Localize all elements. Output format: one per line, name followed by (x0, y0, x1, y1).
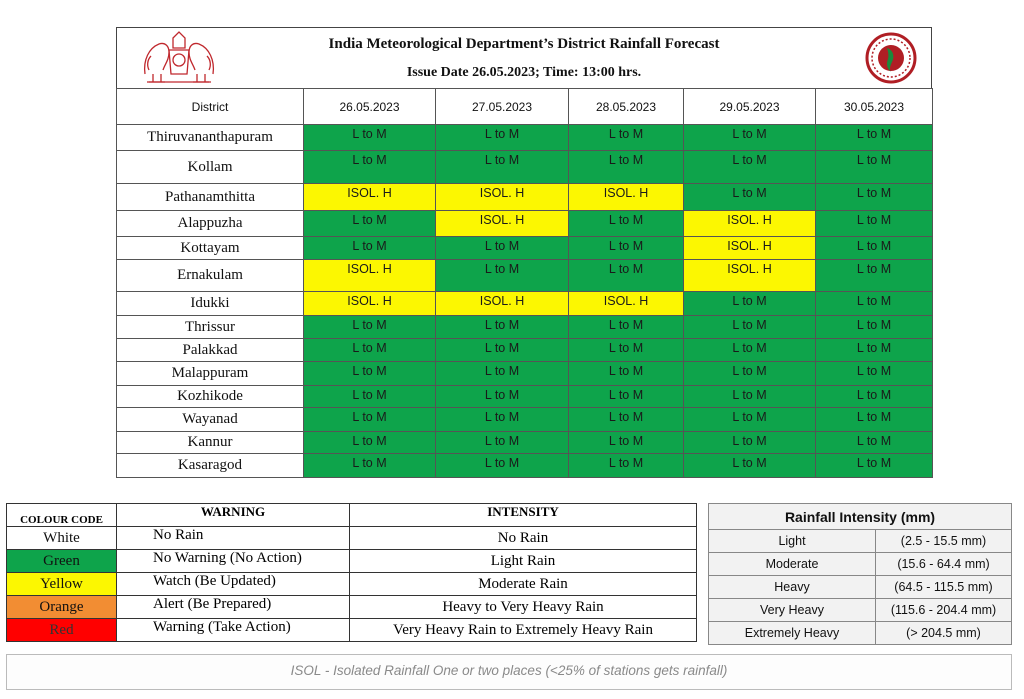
warning-level: Warning (Take Action) (117, 619, 350, 642)
district-name: Kozhikode (117, 386, 304, 408)
forecast-cell: L to M (816, 339, 933, 362)
table-row (117, 408, 933, 432)
table-row (117, 237, 933, 260)
forecast-cell: ISOL. H (304, 184, 436, 211)
forecast-cell: ISOL. H (436, 292, 569, 316)
forecast-cell: L to M (436, 339, 569, 362)
forecast-cell: L to M (569, 432, 684, 454)
district-name: Idukki (117, 292, 304, 316)
table-row (117, 184, 933, 211)
forecast-cell: L to M (816, 316, 933, 339)
table-row (117, 260, 933, 292)
table-row (117, 386, 933, 408)
forecast-cell: ISOL. H (569, 184, 684, 211)
district-name: Pathanamthitta (117, 184, 304, 211)
forecast-cell: L to M (569, 260, 684, 292)
date-column-header: 29.05.2023 (684, 89, 816, 125)
forecast-cell: ISOL. H (436, 184, 569, 211)
forecast-cell: L to M (436, 386, 569, 408)
warning-level: No Rain (117, 527, 350, 550)
forecast-cell: L to M (816, 125, 933, 151)
table-row (117, 211, 933, 237)
forecast-cell: L to M (436, 125, 569, 151)
forecast-cell: L to M (304, 316, 436, 339)
district-name: Kollam (117, 151, 304, 184)
forecast-cell: ISOL. H (304, 260, 436, 292)
warning-level: Watch (Be Updated) (117, 573, 350, 596)
forecast-cell: L to M (684, 362, 816, 386)
forecast-cell: L to M (569, 386, 684, 408)
forecast-cell: L to M (816, 211, 933, 237)
date-column-header: 30.05.2023 (816, 89, 933, 125)
rainfall-intensity-table (708, 503, 1012, 645)
forecast-cell: L to M (684, 292, 816, 316)
forecast-cell: L to M (436, 432, 569, 454)
district-name: Kannur (117, 432, 304, 454)
forecast-cell: L to M (569, 408, 684, 432)
forecast-header-row (117, 89, 933, 125)
warning-level: No Warning (No Action) (117, 550, 350, 573)
intensity-header: INTENSITY (350, 504, 697, 527)
colour-code-legend (6, 503, 697, 642)
forecast-cell: L to M (569, 454, 684, 478)
forecast-header (116, 27, 932, 89)
intensity-category: Very Heavy (709, 599, 876, 622)
forecast-cell: L to M (436, 454, 569, 478)
forecast-cell: L to M (684, 386, 816, 408)
forecast-cell: ISOL. H (436, 211, 569, 237)
intensity-title: Rainfall Intensity (mm) (709, 504, 1012, 530)
intensity-title-row (709, 504, 1012, 530)
intensity-category: Moderate (709, 553, 876, 576)
forecast-cell: L to M (304, 454, 436, 478)
intensity-range: (> 204.5 mm) (876, 622, 1012, 645)
intensity-description: Very Heavy Rain to Extremely Heavy Rain (350, 619, 697, 642)
date-column-header: 28.05.2023 (569, 89, 684, 125)
forecast-cell: L to M (436, 408, 569, 432)
forecast-cell: L to M (816, 408, 933, 432)
intensity-range: (64.5 - 115.5 mm) (876, 576, 1012, 599)
forecast-cell: L to M (304, 339, 436, 362)
intensity-row (709, 530, 1012, 553)
district-name: Thiruvananthapuram (117, 125, 304, 151)
colour-code-swatch: Green (7, 550, 117, 573)
district-name: Ernakulam (117, 260, 304, 292)
forecast-cell: L to M (304, 237, 436, 260)
table-row (117, 339, 933, 362)
legend-row (7, 596, 697, 619)
forecast-cell: L to M (816, 292, 933, 316)
district-name: Wayanad (117, 408, 304, 432)
table-row (117, 125, 933, 151)
forecast-cell: L to M (436, 362, 569, 386)
issue-date: Issue Date 26.05.2023; Time: 13:00 hrs. (406, 65, 642, 80)
intensity-range: (2.5 - 15.5 mm) (876, 530, 1012, 553)
forecast-cell: ISOL. H (304, 292, 436, 316)
intensity-description: Heavy to Very Heavy Rain (350, 596, 697, 619)
forecast-cell: L to M (436, 237, 569, 260)
forecast-cell: L to M (816, 362, 933, 386)
district-name: Alappuzha (117, 211, 304, 237)
forecast-cell: ISOL. H (684, 260, 816, 292)
forecast-cell: L to M (436, 316, 569, 339)
intensity-category: Extremely Heavy (709, 622, 876, 645)
date-column-header: 26.05.2023 (304, 89, 436, 125)
warning-level: Alert (Be Prepared) (117, 596, 350, 619)
forecast-cell: L to M (569, 211, 684, 237)
legend-row (7, 527, 697, 550)
table-row (117, 432, 933, 454)
warning-header: WARNING (117, 504, 350, 527)
legend-header-row (7, 504, 697, 527)
forecast-cell: L to M (304, 151, 436, 184)
forecast-cell: ISOL. H (684, 237, 816, 260)
forecast-cell: ISOL. H (684, 211, 816, 237)
forecast-cell: L to M (569, 316, 684, 339)
forecast-cell: ISOL. H (569, 292, 684, 316)
table-row (117, 292, 933, 316)
forecast-cell: L to M (684, 408, 816, 432)
forecast-cell: L to M (569, 362, 684, 386)
forecast-cell: L to M (816, 184, 933, 211)
intensity-description: Light Rain (350, 550, 697, 573)
forecast-cell: L to M (816, 386, 933, 408)
forecast-title: India Meteorological Department’s District Rainfall Forecast (328, 36, 720, 52)
imd-logo-icon (865, 32, 917, 84)
district-name: Kottayam (117, 237, 304, 260)
forecast-cell: L to M (436, 151, 569, 184)
forecast-cell: L to M (684, 151, 816, 184)
intensity-range: (15.6 - 64.4 mm) (876, 553, 1012, 576)
colour-code-swatch: Red (7, 619, 117, 642)
district-name: Malappuram (117, 362, 304, 386)
forecast-cell: L to M (684, 184, 816, 211)
intensity-category: Heavy (709, 576, 876, 599)
forecast-cell: L to M (304, 211, 436, 237)
colour-code-swatch: Yellow (7, 573, 117, 596)
date-column-header: 27.05.2023 (436, 89, 569, 125)
district-column-header: District (117, 89, 304, 125)
legend-row (7, 619, 697, 642)
forecast-cell: L to M (436, 260, 569, 292)
footnote-text: ISOL - Isolated Rainfall One or two places (<25% of stations gets rainfall) (290, 663, 728, 678)
table-row (117, 151, 933, 184)
footnote (6, 654, 1012, 690)
intensity-range: (115.6 - 204.4 mm) (876, 599, 1012, 622)
forecast-cell: L to M (304, 386, 436, 408)
district-name: Palakkad (117, 339, 304, 362)
colour-code-header: COLOUR CODE (7, 504, 117, 527)
intensity-row (709, 622, 1012, 645)
forecast-cell: L to M (816, 260, 933, 292)
district-name: Kasaragod (117, 454, 304, 478)
colour-code-swatch: Orange (7, 596, 117, 619)
district-forecast-panel (116, 27, 932, 479)
forecast-cell: L to M (684, 125, 816, 151)
legend-row (7, 573, 697, 596)
intensity-category: Light (709, 530, 876, 553)
table-row (117, 362, 933, 386)
intensity-row (709, 599, 1012, 622)
forecast-cell: L to M (569, 151, 684, 184)
forecast-cell: L to M (816, 454, 933, 478)
forecast-cell: L to M (304, 125, 436, 151)
intensity-description: Moderate Rain (350, 573, 697, 596)
forecast-cell: L to M (816, 237, 933, 260)
forecast-cell: L to M (684, 316, 816, 339)
forecast-cell: L to M (304, 408, 436, 432)
forecast-cell: L to M (569, 339, 684, 362)
intensity-description: No Rain (350, 527, 697, 550)
intensity-row (709, 576, 1012, 599)
intensity-row (709, 553, 1012, 576)
legend-row (7, 550, 697, 573)
forecast-cell: L to M (684, 454, 816, 478)
forecast-cell: L to M (569, 237, 684, 260)
forecast-cell: L to M (304, 362, 436, 386)
table-row (117, 454, 933, 478)
district-name: Thrissur (117, 316, 304, 339)
forecast-cell: L to M (304, 432, 436, 454)
forecast-cell: L to M (569, 125, 684, 151)
colour-code-swatch: White (7, 527, 117, 550)
forecast-cell: L to M (684, 432, 816, 454)
forecast-cell: L to M (816, 432, 933, 454)
forecast-table (116, 88, 933, 478)
table-row (117, 316, 933, 339)
forecast-cell: L to M (816, 151, 933, 184)
forecast-cell: L to M (684, 339, 816, 362)
